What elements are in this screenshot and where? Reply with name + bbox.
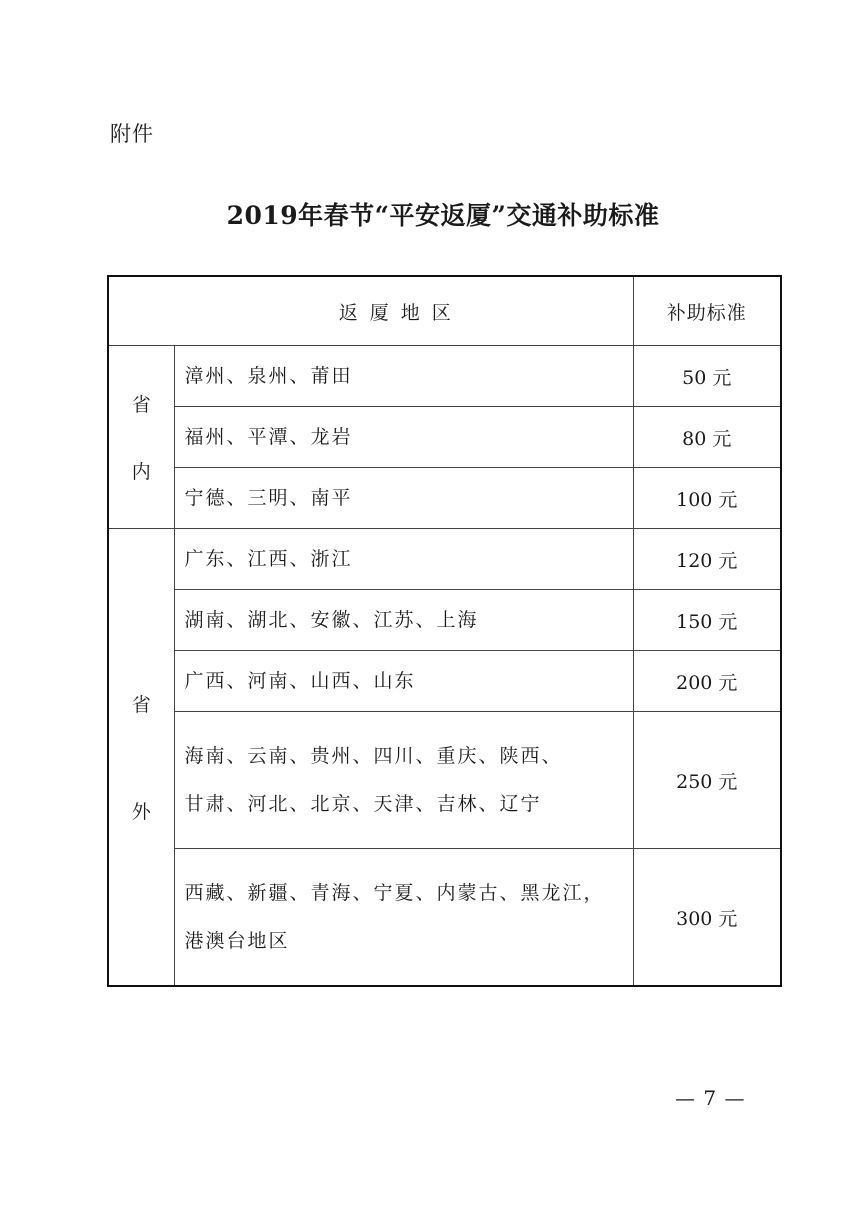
amount-cell: 100 元 bbox=[633, 468, 781, 529]
attachment-label: 附件 bbox=[110, 122, 154, 146]
group-char: 外 bbox=[131, 801, 151, 823]
region-cell: 湖南、湖北、安徽、江苏、上海 bbox=[174, 590, 633, 651]
group-label-out-province bbox=[108, 529, 174, 987]
region-line: 海南、云南、贵州、四川、重庆、陕西、 bbox=[184, 745, 563, 767]
region-line: 港澳台地区 bbox=[184, 930, 290, 952]
amount-cell: 50 元 bbox=[633, 346, 781, 407]
table-row bbox=[108, 651, 781, 712]
table-header-row bbox=[108, 276, 781, 346]
table-row bbox=[108, 407, 781, 468]
region-line: 西藏、新疆、青海、宁夏、内蒙古、黑龙江， bbox=[184, 882, 605, 904]
region-cell: 福州、平潭、龙岩 bbox=[174, 407, 633, 468]
region-cell: 漳州、泉州、莆田 bbox=[174, 346, 633, 407]
table-row bbox=[108, 468, 781, 529]
region-cell: 广东、江西、浙江 bbox=[174, 529, 633, 590]
amount-cell: 300 元 bbox=[633, 849, 781, 987]
table-row bbox=[108, 712, 781, 849]
subsidy-standard-table bbox=[107, 275, 782, 987]
group-label-in-province bbox=[108, 346, 174, 529]
region-cell bbox=[174, 712, 633, 849]
region-cell: 宁德、三明、南平 bbox=[174, 468, 633, 529]
header-standard: 补助标准 bbox=[633, 276, 781, 346]
header-area: 返厦地区 bbox=[108, 276, 633, 346]
table-row bbox=[108, 849, 781, 987]
group-char: 省 bbox=[131, 394, 151, 416]
amount-cell: 200 元 bbox=[633, 651, 781, 712]
group-char: 省 bbox=[131, 694, 151, 716]
table-row bbox=[108, 529, 781, 590]
table-row bbox=[108, 346, 781, 407]
table-row bbox=[108, 590, 781, 651]
page-number: — 7 — bbox=[675, 1086, 746, 1110]
document-title: 2019年春节“平安返厦”交通补助标准 bbox=[226, 201, 660, 230]
group-char: 内 bbox=[131, 461, 151, 483]
region-cell bbox=[174, 849, 633, 987]
amount-cell: 150 元 bbox=[633, 590, 781, 651]
region-cell: 广西、河南、山西、山东 bbox=[174, 651, 633, 712]
amount-cell: 120 元 bbox=[633, 529, 781, 590]
amount-cell: 80 元 bbox=[633, 407, 781, 468]
region-line: 甘肃、河北、北京、天津、吉林、辽宁 bbox=[184, 793, 542, 815]
amount-cell: 250 元 bbox=[633, 712, 781, 849]
